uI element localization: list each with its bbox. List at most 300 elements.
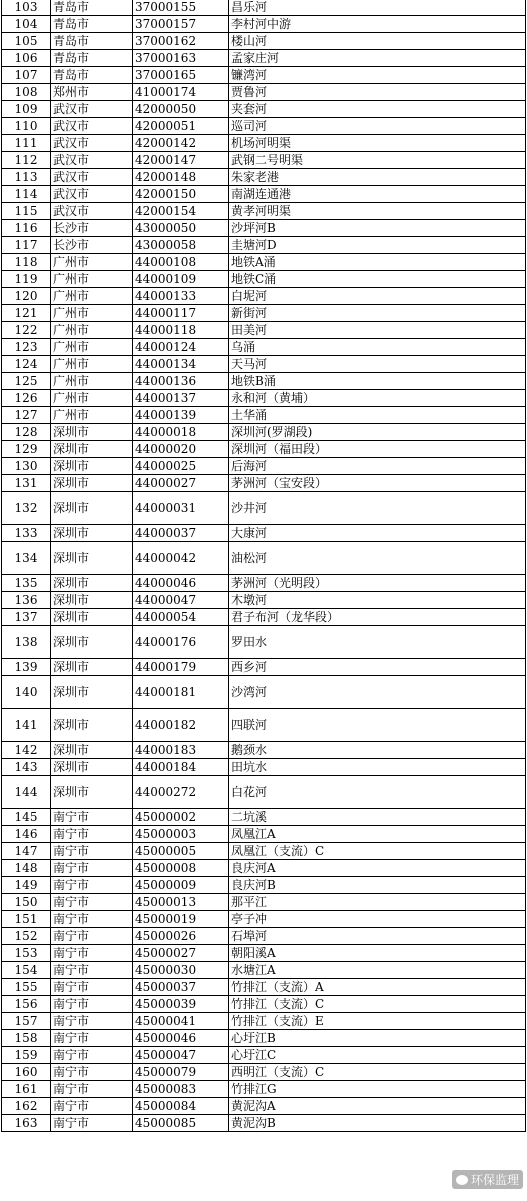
row-number-cell: 122 [2, 322, 51, 339]
table-row [2, 271, 526, 288]
table-row [2, 152, 526, 169]
row-number-cell: 105 [2, 33, 51, 50]
river-name-cell: 木墩河 [229, 592, 526, 609]
table-row [2, 322, 526, 339]
table-row [2, 826, 526, 843]
city-cell: 广州市 [51, 390, 133, 407]
row-number-cell: 148 [2, 860, 51, 877]
table-row [2, 220, 526, 237]
table-row [2, 441, 526, 458]
table-row [2, 305, 526, 322]
city-cell: 南宁市 [51, 911, 133, 928]
table-row [2, 492, 526, 525]
code-cell: 44000184 [133, 759, 229, 776]
river-name-cell: 那平江 [229, 894, 526, 911]
table-row [2, 776, 526, 809]
city-cell: 武汉市 [51, 203, 133, 220]
city-cell: 深圳市 [51, 626, 133, 659]
river-name-cell: 天马河 [229, 356, 526, 373]
river-name-cell: 李村河中游 [229, 16, 526, 33]
city-cell: 武汉市 [51, 152, 133, 169]
row-number-cell: 161 [2, 1081, 51, 1098]
code-cell: 44000046 [133, 575, 229, 592]
table-row [2, 877, 526, 894]
row-number-cell: 117 [2, 237, 51, 254]
row-number-cell: 106 [2, 50, 51, 67]
code-cell: 45000008 [133, 860, 229, 877]
row-number-cell: 155 [2, 979, 51, 996]
table-row [2, 809, 526, 826]
river-name-cell: 心圩江B [229, 1030, 526, 1047]
row-number-cell: 120 [2, 288, 51, 305]
river-name-cell: 茅洲河（宝安段） [229, 475, 526, 492]
table-row [2, 407, 526, 424]
code-cell: 42000154 [133, 203, 229, 220]
row-number-cell: 163 [2, 1115, 51, 1132]
code-cell: 44000047 [133, 592, 229, 609]
river-name-cell: 良庆河A [229, 860, 526, 877]
table-row [2, 709, 526, 742]
code-cell: 44000272 [133, 776, 229, 809]
table-row [2, 860, 526, 877]
code-cell: 45000083 [133, 1081, 229, 1098]
row-number-cell: 125 [2, 373, 51, 390]
city-cell: 青岛市 [51, 50, 133, 67]
table-row [2, 759, 526, 776]
table-row [2, 626, 526, 659]
row-number-cell: 138 [2, 626, 51, 659]
table-row [2, 356, 526, 373]
table-body [2, 0, 526, 1132]
code-cell: 45000002 [133, 809, 229, 826]
table-row [2, 575, 526, 592]
row-number-cell: 111 [2, 135, 51, 152]
row-number-cell: 153 [2, 945, 51, 962]
river-name-cell: 白花河 [229, 776, 526, 809]
table-row [2, 186, 526, 203]
row-number-cell: 158 [2, 1030, 51, 1047]
code-cell: 45000019 [133, 911, 229, 928]
city-cell: 深圳市 [51, 609, 133, 626]
city-cell: 南宁市 [51, 1064, 133, 1081]
city-cell: 武汉市 [51, 118, 133, 135]
city-cell: 武汉市 [51, 101, 133, 118]
city-cell: 深圳市 [51, 676, 133, 709]
city-cell: 青岛市 [51, 33, 133, 50]
row-number-cell: 127 [2, 407, 51, 424]
table-row [2, 50, 526, 67]
code-cell: 45000037 [133, 979, 229, 996]
city-cell: 广州市 [51, 322, 133, 339]
city-cell: 武汉市 [51, 169, 133, 186]
river-name-cell: 沙坪河B [229, 220, 526, 237]
river-name-cell: 地铁B涌 [229, 373, 526, 390]
table-row [2, 424, 526, 441]
city-cell: 青岛市 [51, 16, 133, 33]
row-number-cell: 156 [2, 996, 51, 1013]
river-name-cell: 西乡河 [229, 659, 526, 676]
row-number-cell: 110 [2, 118, 51, 135]
table-row [2, 945, 526, 962]
code-cell: 44000133 [133, 288, 229, 305]
code-cell: 44000109 [133, 271, 229, 288]
code-cell: 37000155 [133, 0, 229, 16]
river-name-cell: 土华涌 [229, 407, 526, 424]
code-cell: 45000026 [133, 928, 229, 945]
river-name-cell: 沙井河 [229, 492, 526, 525]
code-cell: 44000025 [133, 458, 229, 475]
table-row [2, 911, 526, 928]
river-name-cell: 田美河 [229, 322, 526, 339]
row-number-cell: 159 [2, 1047, 51, 1064]
table-row [2, 996, 526, 1013]
river-name-cell: 圭塘河D [229, 237, 526, 254]
river-name-cell: 君子布河（龙华段） [229, 609, 526, 626]
river-name-cell: 竹排江（支流）E [229, 1013, 526, 1030]
code-cell: 42000050 [133, 101, 229, 118]
row-number-cell: 108 [2, 84, 51, 101]
table-row [2, 118, 526, 135]
table-row [2, 288, 526, 305]
city-cell: 南宁市 [51, 996, 133, 1013]
row-number-cell: 141 [2, 709, 51, 742]
table-row [2, 169, 526, 186]
code-cell: 44000124 [133, 339, 229, 356]
river-name-cell: 凤凰江A [229, 826, 526, 843]
river-name-cell: 地铁C涌 [229, 271, 526, 288]
river-name-cell: 后海河 [229, 458, 526, 475]
row-number-cell: 147 [2, 843, 51, 860]
row-number-cell: 157 [2, 1013, 51, 1030]
code-cell: 44000137 [133, 390, 229, 407]
table-row [2, 203, 526, 220]
river-name-cell: 西明江（支流）C [229, 1064, 526, 1081]
code-cell: 45000039 [133, 996, 229, 1013]
table-row [2, 1013, 526, 1030]
code-cell: 45000079 [133, 1064, 229, 1081]
row-number-cell: 132 [2, 492, 51, 525]
river-name-cell: 巡司河 [229, 118, 526, 135]
row-number-cell: 136 [2, 592, 51, 609]
code-cell: 44000031 [133, 492, 229, 525]
table-row [2, 0, 526, 16]
city-cell: 南宁市 [51, 894, 133, 911]
city-cell: 广州市 [51, 305, 133, 322]
code-cell: 44000018 [133, 424, 229, 441]
row-number-cell: 124 [2, 356, 51, 373]
row-number-cell: 123 [2, 339, 51, 356]
row-number-cell: 118 [2, 254, 51, 271]
row-number-cell: 128 [2, 424, 51, 441]
city-cell: 深圳市 [51, 475, 133, 492]
row-number-cell: 150 [2, 894, 51, 911]
river-name-cell: 茅洲河（光明段） [229, 575, 526, 592]
code-cell: 37000162 [133, 33, 229, 50]
river-name-cell: 亭子冲 [229, 911, 526, 928]
code-cell: 45000013 [133, 894, 229, 911]
river-name-cell: 沙湾河 [229, 676, 526, 709]
table-row [2, 609, 526, 626]
city-cell: 南宁市 [51, 843, 133, 860]
code-cell: 45000027 [133, 945, 229, 962]
river-name-cell: 机场河明渠 [229, 135, 526, 152]
city-cell: 广州市 [51, 288, 133, 305]
code-cell: 45000030 [133, 962, 229, 979]
city-cell: 长沙市 [51, 220, 133, 237]
table-row [2, 1047, 526, 1064]
city-cell: 武汉市 [51, 135, 133, 152]
city-cell: 南宁市 [51, 1013, 133, 1030]
river-name-cell: 深圳河（福田段） [229, 441, 526, 458]
row-number-cell: 109 [2, 101, 51, 118]
river-name-cell: 二坑溪 [229, 809, 526, 826]
row-number-cell: 121 [2, 305, 51, 322]
table-row [2, 592, 526, 609]
code-cell: 41000174 [133, 84, 229, 101]
river-name-cell: 黄孝河明渠 [229, 203, 526, 220]
city-cell: 深圳市 [51, 776, 133, 809]
row-number-cell: 107 [2, 67, 51, 84]
city-cell: 广州市 [51, 271, 133, 288]
river-name-cell: 黄泥沟B [229, 1115, 526, 1132]
city-cell: 南宁市 [51, 826, 133, 843]
river-name-cell: 油松河 [229, 542, 526, 575]
table-row [2, 894, 526, 911]
table-row [2, 101, 526, 118]
row-number-cell: 143 [2, 759, 51, 776]
code-cell: 42000148 [133, 169, 229, 186]
code-cell: 45000003 [133, 826, 229, 843]
river-name-cell: 鹅颈水 [229, 742, 526, 759]
city-cell: 南宁市 [51, 860, 133, 877]
row-number-cell: 149 [2, 877, 51, 894]
city-cell: 南宁市 [51, 1098, 133, 1115]
river-name-cell: 心圩江C [229, 1047, 526, 1064]
city-cell: 深圳市 [51, 659, 133, 676]
river-name-cell: 凤凰江（支流）C [229, 843, 526, 860]
row-number-cell: 160 [2, 1064, 51, 1081]
city-cell: 广州市 [51, 356, 133, 373]
river-name-cell: 孟家庄河 [229, 50, 526, 67]
row-number-cell: 115 [2, 203, 51, 220]
row-number-cell: 144 [2, 776, 51, 809]
table-row [2, 67, 526, 84]
code-cell: 44000054 [133, 609, 229, 626]
city-cell: 广州市 [51, 339, 133, 356]
city-cell: 南宁市 [51, 928, 133, 945]
city-cell: 青岛市 [51, 67, 133, 84]
row-number-cell: 135 [2, 575, 51, 592]
city-cell: 武汉市 [51, 186, 133, 203]
code-cell: 43000050 [133, 220, 229, 237]
city-cell: 南宁市 [51, 877, 133, 894]
river-name-cell: 新街河 [229, 305, 526, 322]
watermark [452, 1170, 523, 1189]
row-number-cell: 140 [2, 676, 51, 709]
table-row [2, 659, 526, 676]
river-name-cell: 竹排江（支流）C [229, 996, 526, 1013]
code-cell: 44000117 [133, 305, 229, 322]
city-cell: 深圳市 [51, 742, 133, 759]
code-cell: 44000134 [133, 356, 229, 373]
row-number-cell: 142 [2, 742, 51, 759]
city-cell: 南宁市 [51, 962, 133, 979]
city-cell: 广州市 [51, 373, 133, 390]
city-cell: 深圳市 [51, 575, 133, 592]
river-name-cell: 武钢二号明渠 [229, 152, 526, 169]
code-cell: 44000027 [133, 475, 229, 492]
river-name-cell: 黄泥沟A [229, 1098, 526, 1115]
code-cell: 37000163 [133, 50, 229, 67]
code-cell: 44000118 [133, 322, 229, 339]
river-name-cell: 南湖连通港 [229, 186, 526, 203]
row-number-cell: 137 [2, 609, 51, 626]
row-number-cell: 134 [2, 542, 51, 575]
table-row [2, 676, 526, 709]
river-name-cell: 地铁A涌 [229, 254, 526, 271]
table-row [2, 373, 526, 390]
row-number-cell: 162 [2, 1098, 51, 1115]
code-cell: 44000181 [133, 676, 229, 709]
river-name-cell: 竹排江（支流）A [229, 979, 526, 996]
code-cell: 45000084 [133, 1098, 229, 1115]
table-row [2, 84, 526, 101]
table-row [2, 237, 526, 254]
table-row [2, 962, 526, 979]
river-name-cell: 白坭河 [229, 288, 526, 305]
row-number-cell: 103 [2, 0, 51, 16]
row-number-cell: 104 [2, 16, 51, 33]
river-name-cell: 大康河 [229, 525, 526, 542]
code-cell: 37000165 [133, 67, 229, 84]
city-cell: 南宁市 [51, 1081, 133, 1098]
city-cell: 深圳市 [51, 759, 133, 776]
code-cell: 45000009 [133, 877, 229, 894]
city-cell: 广州市 [51, 254, 133, 271]
code-cell: 44000037 [133, 525, 229, 542]
table-row [2, 979, 526, 996]
code-cell: 42000051 [133, 118, 229, 135]
table-row [2, 339, 526, 356]
code-cell: 42000142 [133, 135, 229, 152]
code-cell: 37000157 [133, 16, 229, 33]
city-cell: 南宁市 [51, 1115, 133, 1132]
river-name-cell: 罗田水 [229, 626, 526, 659]
city-cell: 南宁市 [51, 1047, 133, 1064]
row-number-cell: 112 [2, 152, 51, 169]
row-number-cell: 119 [2, 271, 51, 288]
code-cell: 43000058 [133, 237, 229, 254]
table-row [2, 475, 526, 492]
wechat-icon [456, 1175, 468, 1185]
code-cell: 44000182 [133, 709, 229, 742]
table-row [2, 390, 526, 407]
river-name-cell: 朱家老港 [229, 169, 526, 186]
row-number-cell: 129 [2, 441, 51, 458]
city-cell: 深圳市 [51, 592, 133, 609]
city-cell: 深圳市 [51, 441, 133, 458]
city-cell: 南宁市 [51, 1030, 133, 1047]
river-name-cell: 贾鲁河 [229, 84, 526, 101]
code-cell: 42000147 [133, 152, 229, 169]
row-number-cell: 145 [2, 809, 51, 826]
river-name-cell: 永和河（黄埔） [229, 390, 526, 407]
city-cell: 深圳市 [51, 424, 133, 441]
code-cell: 45000047 [133, 1047, 229, 1064]
code-cell: 44000183 [133, 742, 229, 759]
watermark-text: 环保监理 [470, 1173, 519, 1187]
code-cell: 44000136 [133, 373, 229, 390]
row-number-cell: 154 [2, 962, 51, 979]
river-name-cell: 良庆河B [229, 877, 526, 894]
rivers-table [1, 0, 526, 1132]
river-name-cell: 深圳河(罗湖段) [229, 424, 526, 441]
code-cell: 44000176 [133, 626, 229, 659]
table-row [2, 1081, 526, 1098]
code-cell: 45000085 [133, 1115, 229, 1132]
table-row [2, 135, 526, 152]
code-cell: 44000139 [133, 407, 229, 424]
table-row [2, 1030, 526, 1047]
row-number-cell: 113 [2, 169, 51, 186]
code-cell: 42000150 [133, 186, 229, 203]
city-cell: 深圳市 [51, 458, 133, 475]
city-cell: 深圳市 [51, 542, 133, 575]
code-cell: 44000020 [133, 441, 229, 458]
river-name-cell: 昌乐河 [229, 0, 526, 16]
city-cell: 广州市 [51, 407, 133, 424]
river-name-cell: 石埠河 [229, 928, 526, 945]
code-cell: 45000046 [133, 1030, 229, 1047]
river-name-cell: 镰湾河 [229, 67, 526, 84]
row-number-cell: 126 [2, 390, 51, 407]
city-cell: 南宁市 [51, 979, 133, 996]
river-name-cell: 夹套河 [229, 101, 526, 118]
river-name-cell: 水塘江A [229, 962, 526, 979]
city-cell: 深圳市 [51, 709, 133, 742]
table-row [2, 1064, 526, 1081]
city-cell: 南宁市 [51, 809, 133, 826]
code-cell: 44000108 [133, 254, 229, 271]
river-name-cell: 楼山河 [229, 33, 526, 50]
code-cell: 45000041 [133, 1013, 229, 1030]
river-name-cell: 乌涌 [229, 339, 526, 356]
row-number-cell: 139 [2, 659, 51, 676]
river-name-cell: 朝阳溪A [229, 945, 526, 962]
table-row [2, 16, 526, 33]
code-cell: 44000042 [133, 542, 229, 575]
river-name-cell: 竹排江G [229, 1081, 526, 1098]
row-number-cell: 116 [2, 220, 51, 237]
row-number-cell: 151 [2, 911, 51, 928]
city-cell: 南宁市 [51, 945, 133, 962]
row-number-cell: 130 [2, 458, 51, 475]
row-number-cell: 133 [2, 525, 51, 542]
city-cell: 郑州市 [51, 84, 133, 101]
city-cell: 深圳市 [51, 525, 133, 542]
river-name-cell: 田坑水 [229, 759, 526, 776]
river-name-cell: 四联河 [229, 709, 526, 742]
table-row [2, 525, 526, 542]
city-cell: 深圳市 [51, 492, 133, 525]
table-row [2, 742, 526, 759]
code-cell: 45000005 [133, 843, 229, 860]
table-row [2, 843, 526, 860]
code-cell: 44000179 [133, 659, 229, 676]
city-cell: 长沙市 [51, 237, 133, 254]
table-row [2, 1098, 526, 1115]
city-cell: 青岛市 [51, 0, 133, 16]
